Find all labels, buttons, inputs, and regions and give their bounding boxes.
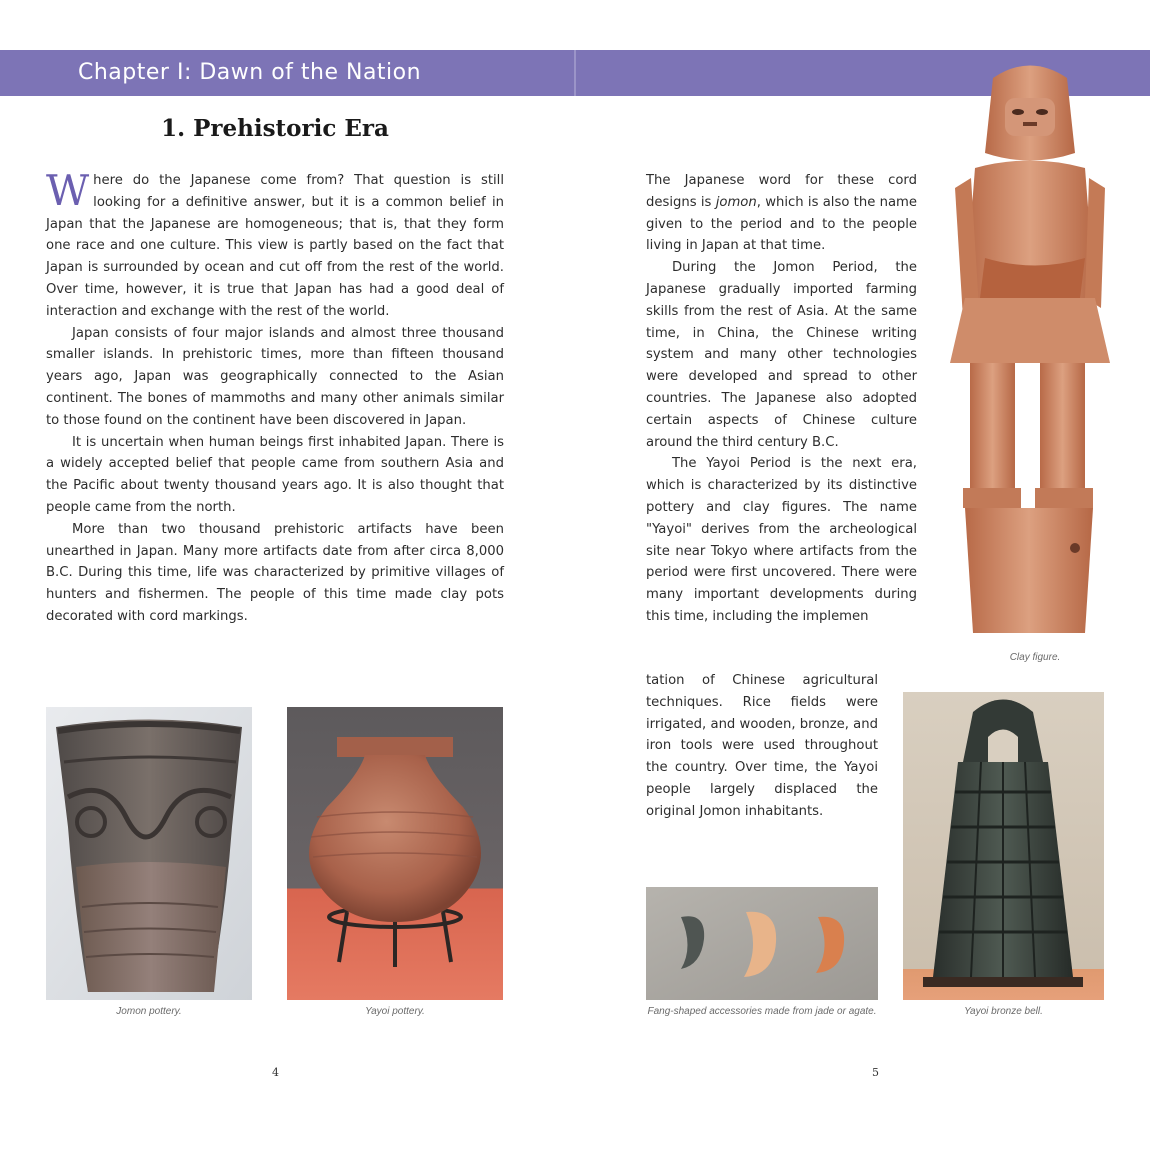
fang-accessories-caption: Fang-shaped accessories made from jade or agate. xyxy=(647,1006,877,1017)
right-page-text-continued xyxy=(646,670,878,823)
right-page-text xyxy=(646,170,917,628)
right-paragraph-3-continued: tation of Chinese agricultural techniques. Rice fields were irrigated, and wooden, bronze, and iron tools were used throughout the country. Over time, the Yayoi people largely displaced the original Jomon inhabitants. xyxy=(646,673,878,819)
left-page-text xyxy=(46,166,504,628)
fang-accessories-photo xyxy=(646,887,878,1000)
bronze-bell-caption: Yayoi bronze bell. xyxy=(964,1006,1043,1017)
jomon-pottery-caption: Jomon pottery. xyxy=(116,1006,182,1017)
dropcap: W xyxy=(46,166,90,215)
yayoi-pottery-caption: Yayoi pottery. xyxy=(365,1006,425,1017)
right-paragraph-2: During the Jomon Period, the Japanese gradually imported farming skills from the rest of Asia. At the same time, in China, the Chinese writing system and many other technologies were developed and spread to other countries. The Japanese also adopted certain aspects of Chinese culture around the third century B.C. xyxy=(646,260,917,450)
jomon-pottery-photo xyxy=(46,707,252,1000)
bronze-bell-photo xyxy=(903,692,1104,1000)
right-paragraph-3: The Yayoi Period is the next era, which is characterized by its distinctive pottery and clay figures. The name "Yayoi" derives from the archeological site near Tokyo where artifacts from the period were first uncovered. There were many important developments during this time, including the implemen xyxy=(646,456,917,624)
right-paragraph-1-text: The Japanese word for these cord designs is xyxy=(646,173,917,210)
right-paragraph-1 xyxy=(646,170,917,257)
paragraph-3: It is uncertain when human beings first inhabited Japan. There is a widely accepted belief that people came from southern Asia and the Pacific about twenty thousand years ago. It is also thought that people came from the north. xyxy=(46,434,504,515)
paragraph-4: More than two thousand prehistoric artifacts have been unearthed in Japan. Many more artifacts date from after circa 8,000 B.C. During this time, life was characterized by primitive villages of hunters and fishermen. The people of this time made clay pots decorated with cord markings. xyxy=(46,521,504,624)
paragraph-1 xyxy=(46,166,504,323)
clay-figure-caption: Clay figure. xyxy=(1009,652,1061,663)
page-gutter-divider xyxy=(574,50,576,96)
paragraph-1-text: here do the Japanese come from? That question is still looking for a definitive answer, but it is a common belief in Japan that the Japanese are homogeneous; that is, that they form one race and one culture. This view is partly based on the fact that Japan is surrounded by ocean and cut off from the rest of the world. Over time, however, it is true that Japan has had a good deal of interaction and exchange with the rest of the world. xyxy=(46,173,504,319)
page-number-left: 4 xyxy=(272,1066,279,1079)
right-paragraph-1-end: , which is also the name given to the period and to the people living in Japan at that time. xyxy=(646,194,917,254)
page-number-right: 5 xyxy=(872,1066,879,1079)
jomon-term: jomon xyxy=(715,194,757,210)
clay-figure-photo xyxy=(945,58,1115,636)
chapter-title: Chapter I: Dawn of the Nation xyxy=(78,60,422,85)
yayoi-pottery-photo xyxy=(287,707,503,1000)
section-title: 1. Prehistoric Era xyxy=(161,115,389,142)
paragraph-2: Japan consists of four major islands and almost three thousand smaller islands. In prehistoric times, more than fifteen thousand years ago, Japan was geographically connected to the Asian continent. The bones of mammoths and many other animals similar to those found on the continent have been discovered in Japan. xyxy=(46,325,504,428)
